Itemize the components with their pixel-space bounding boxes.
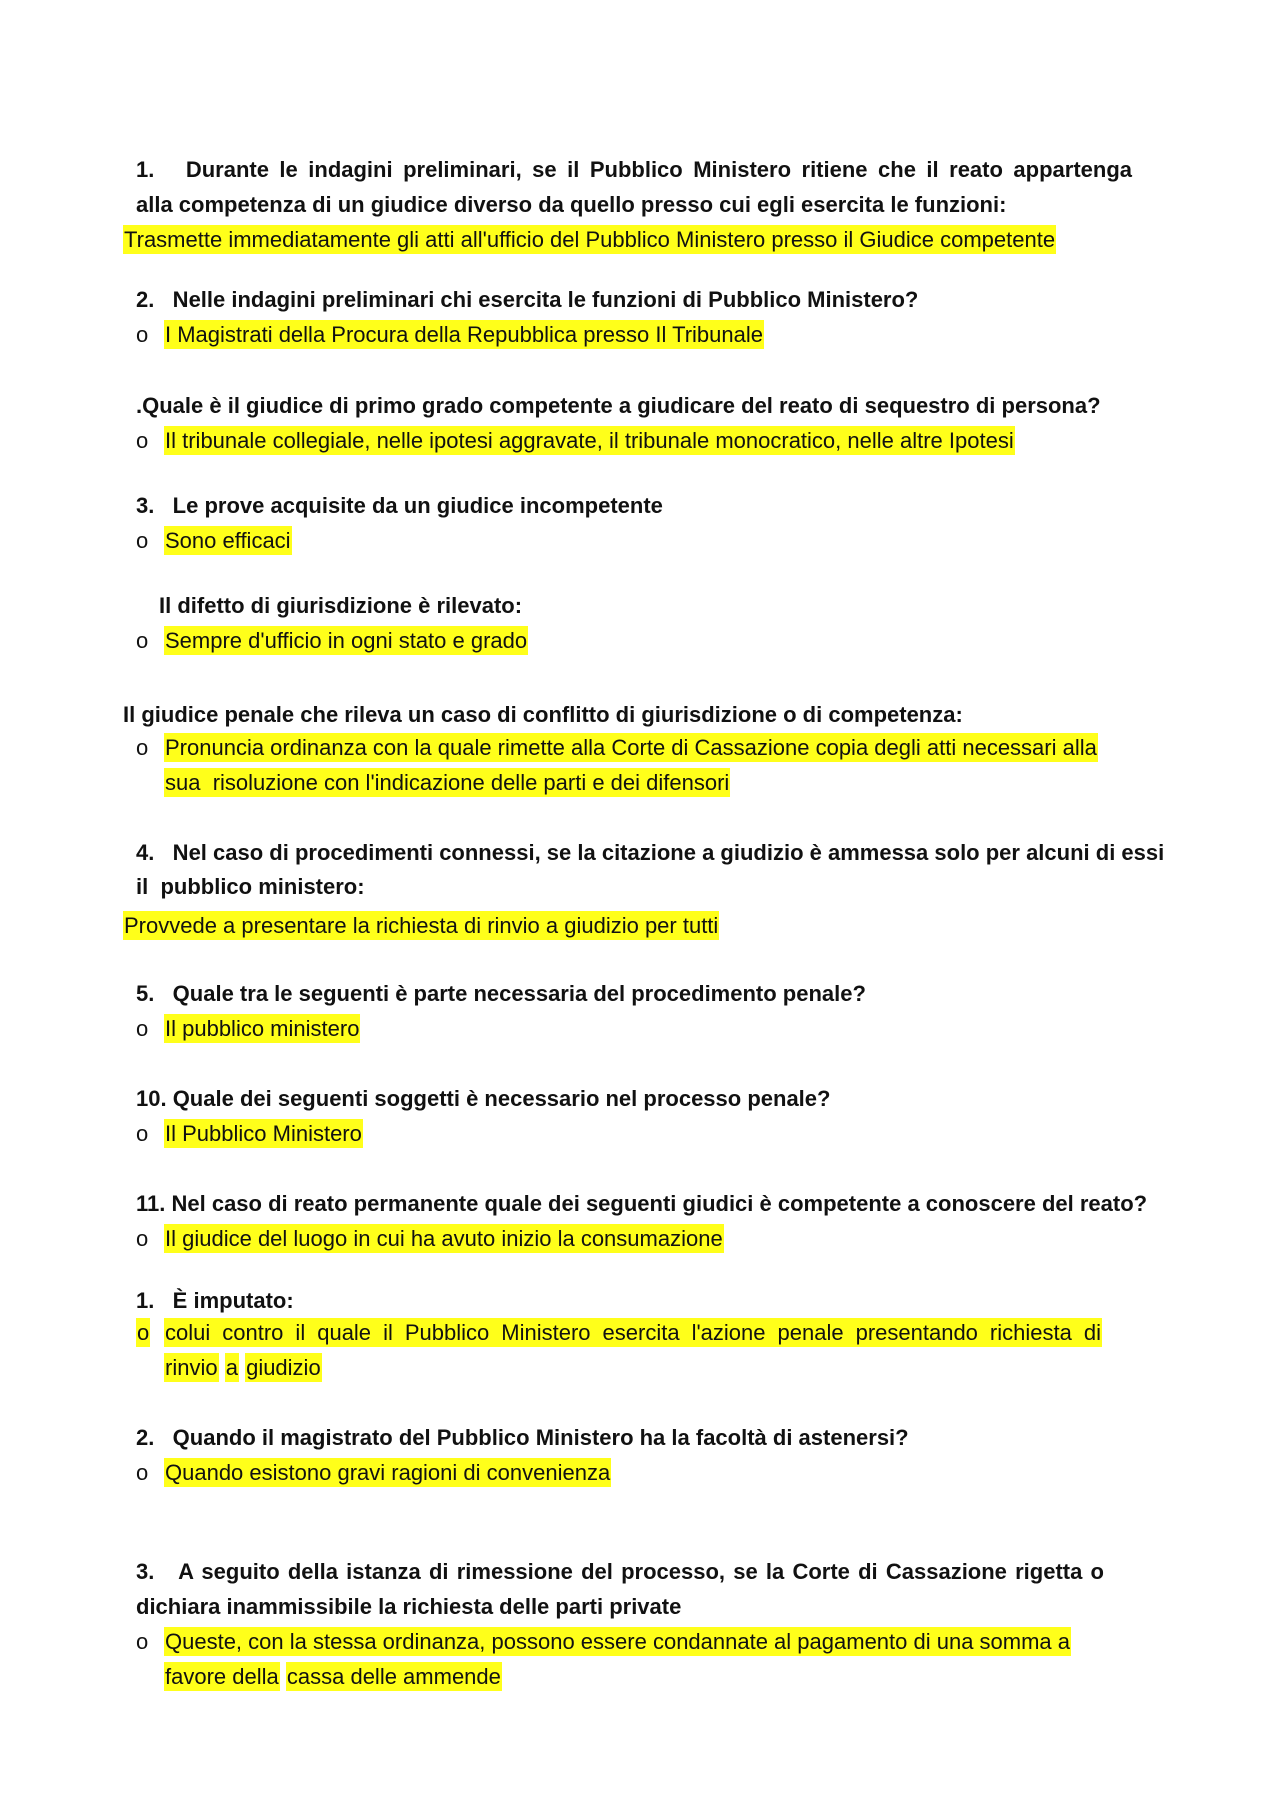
answer-13 — [164, 1627, 1071, 1657]
answer-5 — [164, 626, 528, 656]
answer-highlight: Trasmette immediatamente gli atti all'ufficio del Pubblico Ministero presso il Giudice competente — [124, 227, 1056, 252]
bullet-icon: o — [137, 1320, 150, 1345]
answer-9 — [164, 1119, 363, 1149]
question-1-line2: alla competenza di un giudice diverso da quello presso cui egli esercita le funzioni: — [136, 192, 1007, 217]
answer-highlight: sua risoluzione con l'indicazione delle parti e dei difensori — [165, 770, 730, 795]
answer-13-line2 — [164, 1662, 502, 1692]
answer-7 — [123, 911, 719, 941]
answer-highlight: Sempre d'ufficio in ogni stato e grado — [165, 628, 528, 653]
bullet-icon: o — [136, 1226, 149, 1251]
bullet-icon: o — [136, 735, 149, 760]
bullet-icon: o — [136, 528, 149, 553]
question-13-line2: dichiara inammissibile la richiesta delle parti private — [136, 1594, 682, 1619]
answer-highlight: Il Pubblico Ministero — [165, 1121, 362, 1146]
answer-4 — [164, 526, 292, 556]
answer-highlight: Quando esistono gravi ragioni di convenienza — [165, 1460, 611, 1485]
question-2: 2. Nelle indagini preliminari chi esercita le funzioni di Pubblico Ministero? — [136, 287, 919, 312]
bullet-icon: o — [136, 1121, 149, 1146]
answer-highlight: cassa delle ammende — [286, 1664, 501, 1689]
question-8: 5. Quale tra le seguenti è parte necessaria del procedimento penale? — [136, 981, 866, 1006]
question-6: Il giudice penale che rileva un caso di conflitto di giurisdizione o di competenza: — [123, 702, 963, 727]
question-3: .Quale è il giudice di primo grado competente a giudicare del reato di sequestro di persona? — [136, 393, 1101, 418]
bullet-icon: o — [136, 428, 149, 453]
question-12: 2. Quando il magistrato del Pubblico Ministero ha la facoltà di astenersi? — [136, 1425, 909, 1450]
question-10: 11. Nel caso di reato permanente quale dei seguenti giudici è competente a conoscere del reato? — [136, 1191, 1148, 1216]
answer-11-line2 — [164, 1353, 322, 1383]
answer-highlight: favore della — [165, 1664, 279, 1689]
answer-highlight: a — [225, 1355, 238, 1380]
bullet-icon: o — [136, 1016, 149, 1041]
answer-highlight: Queste, con la stessa ordinanza, possono essere condannate al pagamento di una somma a — [165, 1629, 1071, 1654]
answer-highlight: Provvede a presentare la richiesta di rinvio a giudizio per tutti — [124, 913, 719, 938]
answer-highlight: Il giudice del luogo in cui ha avuto inizio la consumazione — [165, 1226, 723, 1251]
answer-2 — [164, 320, 764, 350]
answer-11 — [164, 1318, 1102, 1348]
answer-highlight: I Magistrati della Procura della Repubblica presso Il Tribunale — [165, 322, 763, 347]
answer-1 — [123, 225, 1056, 255]
bullet-icon: o — [136, 628, 149, 653]
answer-highlight: giudizio — [246, 1355, 321, 1380]
answer-highlight: Pronuncia ordinanza con la quale rimette alla Corte di Cassazione copia degli atti necessari alla — [165, 735, 1097, 760]
answer-highlight: Il tribunale collegiale, nelle ipotesi aggravate, il tribunale monocratico, nelle altre Ipotesi — [165, 428, 1014, 453]
question-5: Il difetto di giurisdizione è rilevato: — [159, 593, 523, 618]
answer-12 — [164, 1458, 611, 1488]
answer-highlight: colui contro il quale il Pubblico Ministero esercita l'azione penale presentando richiesta di — [165, 1320, 1101, 1345]
answer-highlight: Sono efficaci — [165, 528, 291, 553]
answer-8 — [164, 1014, 360, 1044]
question-7-line2: il pubblico ministero: — [136, 874, 365, 899]
question-7: 4. Nel caso di procedimenti connessi, se la citazione a giudizio è ammessa solo per alcuni di essi — [136, 840, 1165, 865]
bullet-icon: o — [136, 1460, 149, 1485]
answer-10 — [164, 1224, 724, 1254]
bullet-icon: o — [136, 322, 149, 347]
answer-highlight: Il pubblico ministero — [165, 1016, 360, 1041]
answer-6 — [164, 733, 1098, 763]
question-11: 1. È imputato: — [136, 1288, 294, 1313]
bullet-icon: o — [136, 1629, 149, 1654]
question-4: 3. Le prove acquisite da un giudice incompetente — [136, 493, 663, 518]
answer-highlight: rinvio — [165, 1355, 218, 1380]
question-9: 10. Quale dei seguenti soggetti è necessario nel processo penale? — [136, 1086, 831, 1111]
answer-3 — [164, 426, 1015, 456]
question-1: 1. Durante le indagini preliminari, se il Pubblico Ministero ritiene che il reato appartenga — [136, 157, 1132, 182]
answer-6-line2 — [164, 768, 730, 798]
question-13: 3. A seguito della istanza di rimessione del processo, se la Corte di Cassazione rigetta o — [136, 1559, 1104, 1584]
